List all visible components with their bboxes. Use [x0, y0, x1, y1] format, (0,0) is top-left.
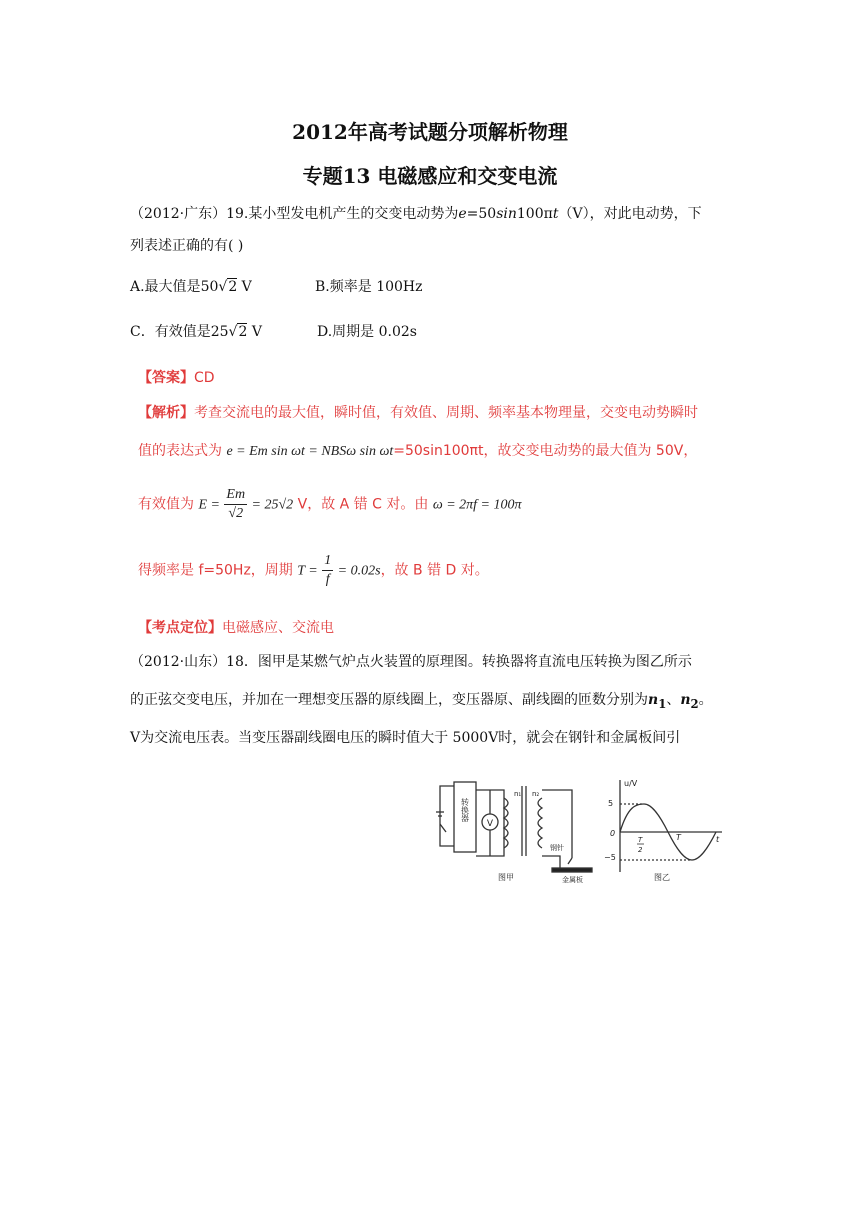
analysis-text-4a: 得频率是 f=50Hz，周期	[138, 562, 293, 579]
formula-eq: =50	[466, 206, 497, 222]
secondary-coil	[538, 798, 542, 848]
option-b: B.频率是 100Hz	[315, 279, 423, 295]
option-c-label: C．有效值是	[130, 324, 211, 340]
needle-tip	[568, 858, 572, 864]
converter-label: 转换器	[460, 798, 470, 822]
option-c-radicand: 2	[238, 324, 248, 340]
origin-label: 0	[610, 829, 616, 838]
waveform-graph	[604, 779, 722, 882]
analysis-formula-omega: ω = 2πf = 100π	[432, 497, 522, 513]
voltmeter-label: V	[486, 819, 494, 829]
switch-icon	[440, 824, 446, 832]
question-1-source: （2012·广东）19.	[130, 206, 249, 222]
secondary-wire-bottom	[542, 856, 560, 868]
analysis-text-3a: 有效值为	[138, 496, 194, 513]
question-2-line-2-end: 。	[698, 692, 713, 708]
question-1-stem-end: ，对此电动势，下	[589, 206, 702, 222]
page-title: 2012年高考试题分项解析物理	[292, 120, 568, 144]
t-axis-label: t	[716, 835, 720, 844]
half-period-den: 2	[638, 846, 643, 854]
n-separator: 、	[666, 692, 681, 708]
period-label: T	[676, 833, 681, 842]
keypoint-label: 【考点定位】	[138, 620, 222, 636]
y-min-label: −5	[604, 853, 616, 862]
question-2-text-2: 的正弦交变电压，并加在一理想变压器的原线圈上，变压器原、副线圈的匝数分别为	[130, 692, 648, 708]
analysis-formula-inst: e = Em sin ωt = NBSω sin ωt	[226, 444, 394, 459]
formula-100pi: 100π	[516, 206, 553, 222]
option-a-radicand: 2	[228, 279, 238, 295]
half-period-num: T	[638, 836, 643, 844]
option-a-label: A.最大值是	[130, 279, 201, 295]
analysis-line-3	[138, 486, 522, 523]
option-a-coef: 50	[200, 279, 219, 295]
answer-line	[138, 367, 215, 387]
analysis-label: 【解析】	[138, 405, 194, 421]
y-max-label: 5	[608, 799, 614, 808]
option-d: D.周期是 0.02s	[317, 324, 417, 340]
figure-b-caption: 图乙	[654, 873, 670, 882]
analysis-fraction-eff	[224, 486, 247, 523]
analysis-formula-eff-rhs: = 25√2	[251, 497, 294, 513]
fraction-denominator: √2	[228, 506, 244, 521]
figure-circuit-and-waveform	[432, 776, 732, 888]
analysis-fraction-period	[322, 552, 333, 589]
option-c-coef: 25	[210, 324, 229, 340]
analysis-formula-eff-lhs: E =	[198, 497, 220, 513]
option-a: A.最大值是50√2 V	[130, 279, 252, 295]
option-a-unit: V	[237, 279, 252, 295]
question-1-stem-text: 某小型发电机产生的交变电动势为	[248, 206, 459, 222]
secondary-turns-label: n₂	[532, 790, 540, 798]
formula-unit: （V）	[558, 206, 590, 222]
analysis-formula-period-lhs: T =	[297, 563, 318, 579]
needle-label: 钢针	[550, 844, 564, 852]
analysis-text-2a: 值的表达式为	[138, 443, 222, 459]
analysis-formula-period-rhs: = 0.02s	[337, 563, 381, 579]
n2-subscript: 2	[690, 696, 699, 711]
question-1-stem	[130, 204, 750, 224]
analysis-text-2b: =50sin100πt，故交变电动势的最大值为 50V，	[393, 443, 698, 459]
keypoint-value: 电磁感应、交流电	[222, 620, 334, 636]
formula-sin: sin	[496, 206, 517, 222]
option-c: C．有效值是25√2 V	[130, 324, 262, 340]
metal-plate	[552, 868, 592, 872]
plate-label: 金属板	[562, 876, 583, 884]
formula-e: e	[458, 206, 467, 222]
n1-symbol: n	[648, 692, 659, 708]
n2-symbol: n	[680, 692, 691, 708]
u-axis-label: u/V	[624, 779, 638, 788]
question-2-line-1: （2012·山东）18．图甲是某燃气炉点火装置的原理图。转换器将直流电压转换为图乙所示	[130, 654, 692, 670]
analysis-line-2	[138, 440, 697, 460]
fraction-denominator: f	[325, 572, 330, 587]
question-1-stem-line2: 列表述正确的有( )	[130, 238, 244, 254]
answer-label: 【答案】	[138, 370, 194, 386]
page-subtitle: 专题13 电磁感应和交变电流	[302, 164, 558, 188]
analysis-text-1: 考查交流电的最大值，瞬时值，有效值、周期、频率基本物理量，交变电动势瞬时	[194, 405, 698, 421]
keypoint-line	[138, 617, 334, 637]
analysis-line-1	[138, 402, 698, 422]
circuit-diagram	[436, 782, 592, 884]
analysis-text-3b: V，故 A 错 C 对。由	[297, 496, 429, 513]
question-2-line-2	[130, 690, 713, 714]
fraction-numerator: Em	[224, 486, 247, 505]
analysis-text-4b: ，故 B 错 D 对。	[380, 562, 489, 579]
primary-turns-label: n₁	[514, 790, 522, 798]
answer-value: CD	[194, 370, 215, 386]
circuit-left-wire	[440, 786, 454, 846]
figure-a-caption: 图甲	[498, 873, 514, 882]
question-2-line-3: V为交流电压表。当变压器副线圈电压的瞬时值大于 5000V时，就会在钢针和金属板间引	[130, 730, 681, 746]
fraction-numerator: 1	[322, 552, 333, 571]
n1-subscript: 1	[658, 696, 667, 711]
option-c-unit: V	[247, 324, 262, 340]
analysis-line-4	[138, 552, 489, 589]
formula-t: t	[552, 206, 559, 222]
